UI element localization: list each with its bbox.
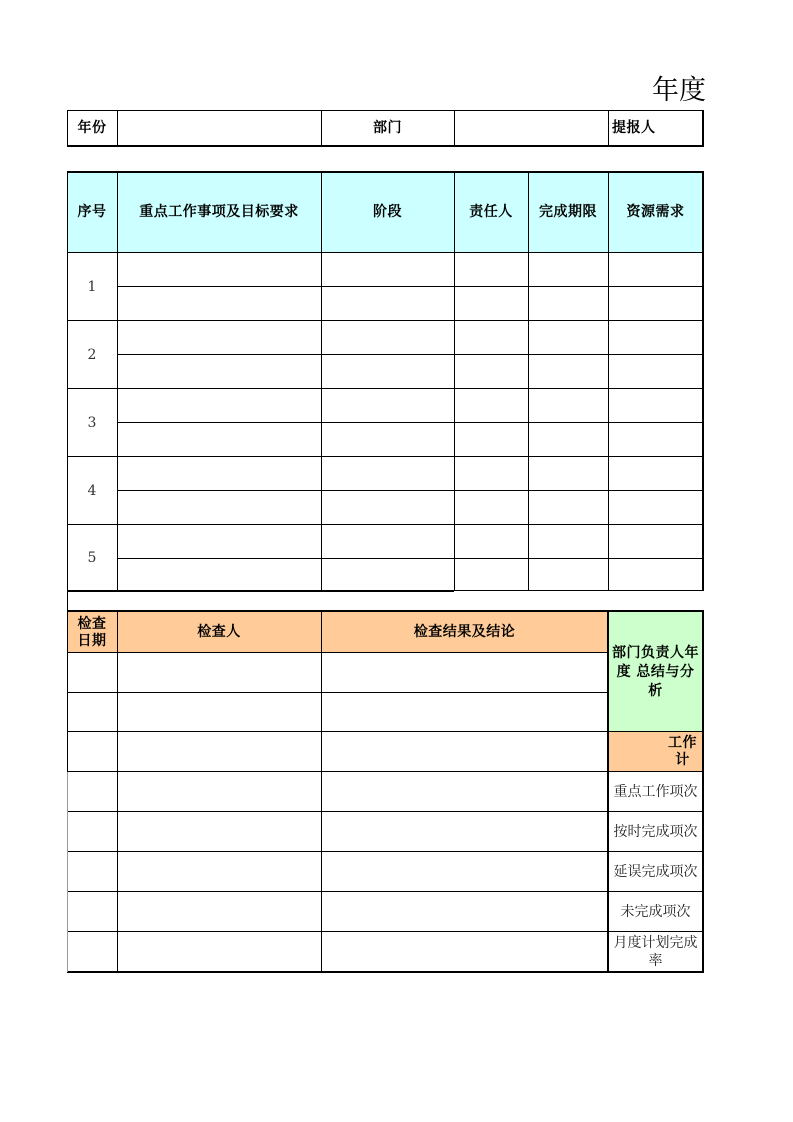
header-stage: 阶段 [321, 172, 454, 253]
grid-line [608, 171, 609, 591]
grid-line [117, 490, 704, 491]
work-plan-header: 工作计 [608, 732, 703, 772]
grid-line [117, 610, 118, 972]
stat-key-items: 重点工作项次 [613, 784, 698, 800]
year-label: 年份 [77, 119, 107, 136]
grid-line [608, 110, 609, 146]
grid-line [67, 590, 454, 592]
header-check-result: 检查结果及结论 [321, 612, 608, 653]
header-key-work: 重点工作事项及目标要求 [117, 172, 321, 253]
grid-line [702, 610, 704, 972]
header-deadline: 完成期限 [528, 172, 608, 253]
grid-line [702, 110, 704, 146]
grid-line [117, 558, 704, 559]
grid-line [67, 171, 68, 611]
grid-line [454, 110, 455, 146]
grid-line [528, 171, 529, 591]
grid-line [67, 772, 68, 972]
grid-line [117, 286, 704, 287]
dept-field[interactable] [454, 110, 608, 146]
grid-line [117, 354, 704, 355]
row-number: 3 [87, 414, 97, 431]
header-checker: 检查人 [117, 612, 321, 653]
stat-not-done: 未完成项次 [620, 904, 691, 920]
grid-line [117, 110, 118, 146]
grid-line [607, 610, 609, 972]
summary-label: 部门负责人年度 总结与分析 [608, 612, 703, 732]
row-number: 5 [87, 549, 97, 566]
grid-line [321, 171, 322, 591]
stat-completion-rate: 月度计划完成率 [613, 935, 698, 969]
grid-line [67, 692, 608, 693]
header-owner: 责任人 [454, 172, 528, 253]
row-number: 2 [87, 346, 97, 363]
year-field[interactable] [117, 110, 321, 146]
grid-line [454, 171, 455, 591]
grid-line [117, 171, 118, 591]
grid-line [67, 610, 68, 772]
stat-on-time: 按时完成项次 [613, 824, 698, 840]
grid-line [702, 171, 704, 591]
header-check-date-text: 检查日期 [77, 615, 107, 649]
grid-line [67, 652, 608, 653]
row-number: 1 [87, 278, 97, 295]
stat-delayed: 延误完成项次 [613, 864, 698, 880]
grid-line [321, 110, 322, 146]
page-title: 年度 [652, 75, 706, 106]
header-resources: 资源需求 [608, 172, 703, 253]
header-seq: 序号 [67, 172, 117, 253]
header-check-date [67, 612, 117, 653]
grid-line [117, 422, 704, 423]
row-number: 4 [87, 482, 97, 499]
grid-line [321, 610, 322, 972]
grid-line [67, 110, 68, 146]
dept-label: 部门 [373, 119, 402, 136]
grid-line [454, 590, 704, 591]
reporter-label: 提报人 [612, 119, 656, 136]
